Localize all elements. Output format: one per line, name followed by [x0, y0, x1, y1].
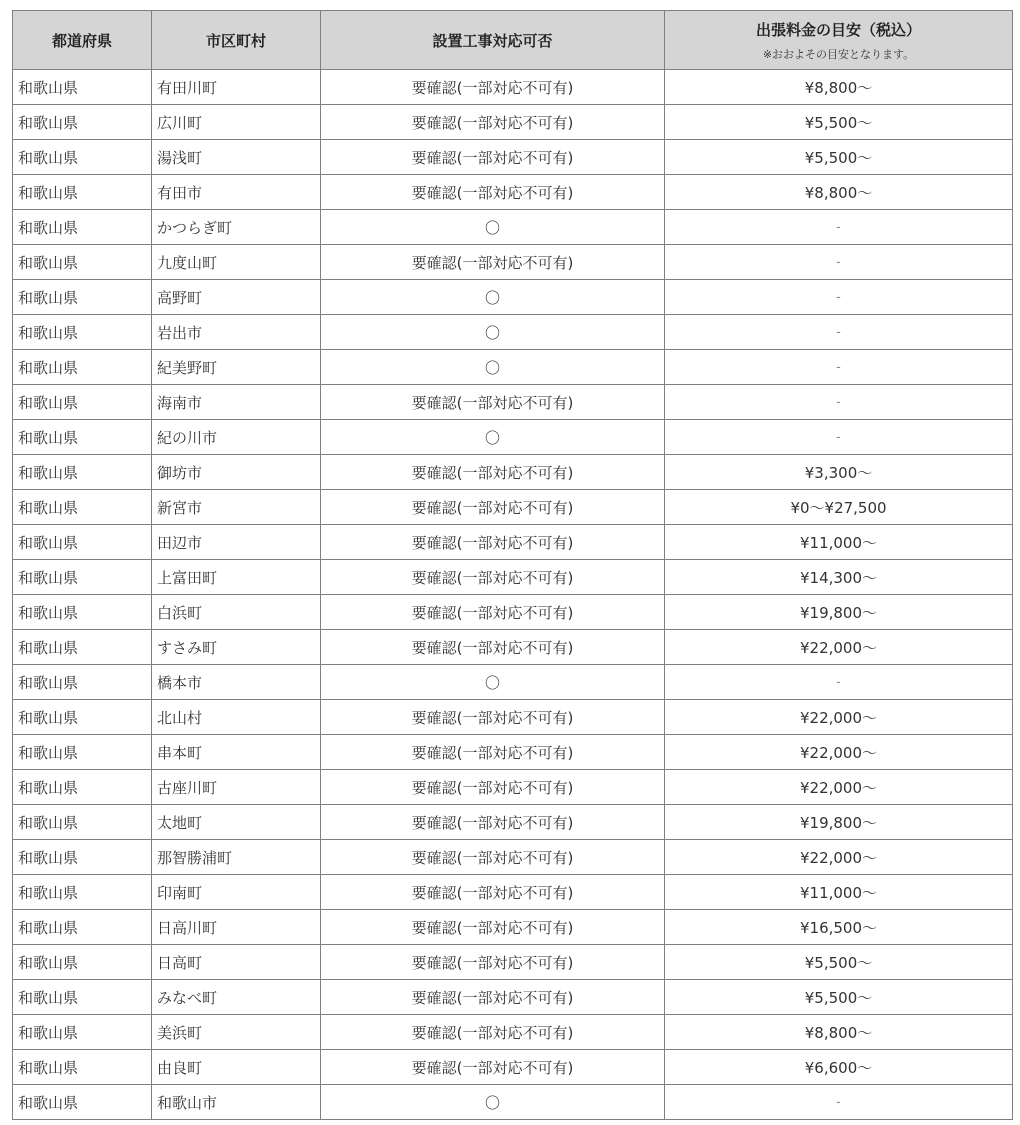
cell-prefecture: 和歌山県 — [13, 420, 152, 455]
cell-installation: 要確認(一部対応不可有) — [321, 70, 665, 105]
cell-fee: ¥0～¥27,500 — [665, 490, 1013, 525]
cell-fee: ¥22,000～ — [665, 630, 1013, 665]
cell-fee: ¥3,300～ — [665, 455, 1013, 490]
cell-installation: 要確認(一部対応不可有) — [321, 595, 665, 630]
table-row — [13, 140, 1013, 175]
table-row — [13, 1050, 1013, 1085]
cell-installation: 〇 — [321, 420, 665, 455]
header-prefecture: 都道府県 — [13, 11, 152, 70]
cell-installation: 要確認(一部対応不可有) — [321, 700, 665, 735]
cell-fee: ¥8,800～ — [665, 70, 1013, 105]
cell-fee: ¥8,800～ — [665, 175, 1013, 210]
cell-fee: ¥6,600～ — [665, 1050, 1013, 1085]
header-installation: 設置工事対応可否 — [321, 11, 665, 70]
table-row — [13, 980, 1013, 1015]
cell-prefecture: 和歌山県 — [13, 560, 152, 595]
cell-prefecture: 和歌山県 — [13, 245, 152, 280]
cell-prefecture: 和歌山県 — [13, 70, 152, 105]
table-row — [13, 280, 1013, 315]
cell-installation: 要確認(一部対応不可有) — [321, 455, 665, 490]
cell-prefecture: 和歌山県 — [13, 140, 152, 175]
cell-installation: 要確認(一部対応不可有) — [321, 1015, 665, 1050]
cell-municipality: 古座川町 — [152, 770, 321, 805]
cell-prefecture: 和歌山県 — [13, 840, 152, 875]
cell-municipality: 広川町 — [152, 105, 321, 140]
cell-municipality: みなべ町 — [152, 980, 321, 1015]
table-wrapper — [12, 10, 1013, 1120]
cell-fee: ¥16,500～ — [665, 910, 1013, 945]
cell-municipality: 紀美野町 — [152, 350, 321, 385]
cell-municipality: 那智勝浦町 — [152, 840, 321, 875]
cell-prefecture: 和歌山県 — [13, 175, 152, 210]
cell-prefecture: 和歌山県 — [13, 490, 152, 525]
table-row — [13, 245, 1013, 280]
cell-fee: ¥8,800～ — [665, 1015, 1013, 1050]
cell-fee: - — [665, 315, 1013, 350]
table-body — [13, 70, 1013, 1120]
table-row — [13, 1015, 1013, 1050]
table-row — [13, 210, 1013, 245]
cell-fee: - — [665, 280, 1013, 315]
table-row — [13, 735, 1013, 770]
table-row — [13, 630, 1013, 665]
cell-municipality: 橋本市 — [152, 665, 321, 700]
cell-installation: 〇 — [321, 1085, 665, 1120]
table-row — [13, 385, 1013, 420]
cell-prefecture: 和歌山県 — [13, 1085, 152, 1120]
cell-installation: 要確認(一部対応不可有) — [321, 840, 665, 875]
cell-prefecture: 和歌山県 — [13, 385, 152, 420]
cell-municipality: 由良町 — [152, 1050, 321, 1085]
table-row — [13, 840, 1013, 875]
cell-prefecture: 和歌山県 — [13, 630, 152, 665]
cell-installation: 要確認(一部対応不可有) — [321, 490, 665, 525]
cell-installation: 要確認(一部対応不可有) — [321, 770, 665, 805]
cell-fee: - — [665, 245, 1013, 280]
cell-prefecture: 和歌山県 — [13, 350, 152, 385]
table-row — [13, 805, 1013, 840]
cell-installation: 要確認(一部対応不可有) — [321, 910, 665, 945]
cell-municipality: 湯浅町 — [152, 140, 321, 175]
cell-municipality: 白浜町 — [152, 595, 321, 630]
cell-prefecture: 和歌山県 — [13, 315, 152, 350]
cell-fee: - — [665, 350, 1013, 385]
cell-municipality: 日高町 — [152, 945, 321, 980]
table-row — [13, 700, 1013, 735]
cell-installation: 〇 — [321, 210, 665, 245]
table-row — [13, 875, 1013, 910]
table-row — [13, 1085, 1013, 1120]
cell-municipality: 印南町 — [152, 875, 321, 910]
cell-fee: ¥19,800～ — [665, 595, 1013, 630]
cell-fee: ¥22,000～ — [665, 700, 1013, 735]
table-header — [13, 11, 1013, 70]
cell-prefecture: 和歌山県 — [13, 910, 152, 945]
table-row — [13, 560, 1013, 595]
cell-installation: 要確認(一部対応不可有) — [321, 805, 665, 840]
cell-installation: 要確認(一部対応不可有) — [321, 525, 665, 560]
cell-prefecture: 和歌山県 — [13, 700, 152, 735]
cell-municipality: 太地町 — [152, 805, 321, 840]
table-row — [13, 455, 1013, 490]
table-row — [13, 910, 1013, 945]
cell-prefecture: 和歌山県 — [13, 455, 152, 490]
cell-prefecture: 和歌山県 — [13, 280, 152, 315]
table-row — [13, 70, 1013, 105]
header-municipality: 市区町村 — [152, 11, 321, 70]
cell-fee: ¥5,500～ — [665, 945, 1013, 980]
table-row — [13, 525, 1013, 560]
cell-municipality: すさみ町 — [152, 630, 321, 665]
cell-fee: ¥19,800～ — [665, 805, 1013, 840]
cell-installation: 要確認(一部対応不可有) — [321, 980, 665, 1015]
cell-fee: ¥14,300～ — [665, 560, 1013, 595]
cell-prefecture: 和歌山県 — [13, 980, 152, 1015]
cell-fee: ¥11,000～ — [665, 875, 1013, 910]
service-area-table — [12, 10, 1013, 1120]
cell-installation: 要確認(一部対応不可有) — [321, 140, 665, 175]
cell-fee: ¥5,500～ — [665, 140, 1013, 175]
cell-installation: 要確認(一部対応不可有) — [321, 385, 665, 420]
cell-municipality: 海南市 — [152, 385, 321, 420]
table-row — [13, 665, 1013, 700]
cell-municipality: 美浜町 — [152, 1015, 321, 1050]
table-row — [13, 490, 1013, 525]
cell-fee: - — [665, 1085, 1013, 1120]
cell-prefecture: 和歌山県 — [13, 1050, 152, 1085]
header-fee-note: ※おおよその目安となります。 — [762, 47, 915, 61]
cell-installation: 〇 — [321, 665, 665, 700]
cell-municipality: かつらぎ町 — [152, 210, 321, 245]
cell-prefecture: 和歌山県 — [13, 105, 152, 140]
cell-prefecture: 和歌山県 — [13, 875, 152, 910]
cell-installation: 要確認(一部対応不可有) — [321, 1050, 665, 1085]
cell-installation: 〇 — [321, 280, 665, 315]
table-row — [13, 595, 1013, 630]
cell-prefecture: 和歌山県 — [13, 525, 152, 560]
table-row — [13, 315, 1013, 350]
table-row — [13, 945, 1013, 980]
cell-installation: 要確認(一部対応不可有) — [321, 735, 665, 770]
cell-fee: - — [665, 665, 1013, 700]
cell-installation: 要確認(一部対応不可有) — [321, 630, 665, 665]
cell-municipality: 田辺市 — [152, 525, 321, 560]
cell-installation: 要確認(一部対応不可有) — [321, 945, 665, 980]
cell-installation: 要確認(一部対応不可有) — [321, 245, 665, 280]
header-fee: 出張料金の目安（税込） — [755, 20, 921, 39]
cell-fee: - — [665, 385, 1013, 420]
cell-fee: ¥5,500～ — [665, 105, 1013, 140]
table-row — [13, 175, 1013, 210]
cell-fee: ¥11,000～ — [665, 525, 1013, 560]
table-row — [13, 350, 1013, 385]
cell-municipality: 和歌山市 — [152, 1085, 321, 1120]
table-row — [13, 105, 1013, 140]
cell-installation: 要確認(一部対応不可有) — [321, 560, 665, 595]
cell-prefecture: 和歌山県 — [13, 210, 152, 245]
cell-prefecture: 和歌山県 — [13, 770, 152, 805]
cell-installation: 要確認(一部対応不可有) — [321, 175, 665, 210]
table-row — [13, 420, 1013, 455]
cell-municipality: 有田川町 — [152, 70, 321, 105]
cell-prefecture: 和歌山県 — [13, 665, 152, 700]
cell-municipality: 串本町 — [152, 735, 321, 770]
cell-municipality: 九度山町 — [152, 245, 321, 280]
cell-municipality: 高野町 — [152, 280, 321, 315]
cell-fee: - — [665, 210, 1013, 245]
cell-municipality: 紀の川市 — [152, 420, 321, 455]
cell-fee: ¥5,500～ — [665, 980, 1013, 1015]
cell-prefecture: 和歌山県 — [13, 735, 152, 770]
table-row — [13, 770, 1013, 805]
cell-installation: 要確認(一部対応不可有) — [321, 875, 665, 910]
header-fee-cell — [665, 11, 1013, 70]
cell-fee: ¥22,000～ — [665, 770, 1013, 805]
cell-prefecture: 和歌山県 — [13, 1015, 152, 1050]
cell-installation: 〇 — [321, 315, 665, 350]
cell-municipality: 有田市 — [152, 175, 321, 210]
cell-prefecture: 和歌山県 — [13, 595, 152, 630]
cell-municipality: 岩出市 — [152, 315, 321, 350]
cell-municipality: 北山村 — [152, 700, 321, 735]
cell-installation: 要確認(一部対応不可有) — [321, 105, 665, 140]
cell-fee: ¥22,000～ — [665, 735, 1013, 770]
cell-municipality: 御坊市 — [152, 455, 321, 490]
cell-fee: ¥22,000～ — [665, 840, 1013, 875]
cell-municipality: 上富田町 — [152, 560, 321, 595]
cell-prefecture: 和歌山県 — [13, 805, 152, 840]
cell-installation: 〇 — [321, 350, 665, 385]
cell-municipality: 日高川町 — [152, 910, 321, 945]
cell-fee: - — [665, 420, 1013, 455]
header-row — [13, 11, 1013, 70]
cell-municipality: 新宮市 — [152, 490, 321, 525]
cell-prefecture: 和歌山県 — [13, 945, 152, 980]
